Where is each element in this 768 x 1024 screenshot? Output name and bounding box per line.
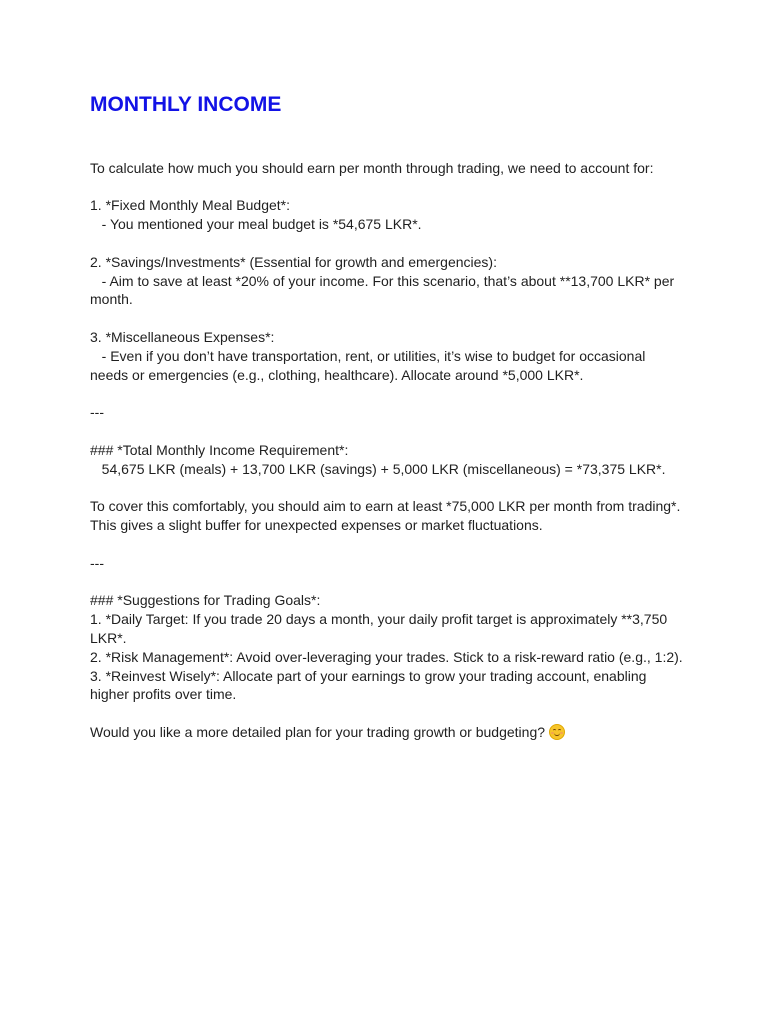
section-1-line-1: - You mentioned your meal budget is *54,675 LKR*. <box>90 216 422 232</box>
smiling-face-emoji-icon <box>549 724 565 740</box>
total-calculation: 54,675 LKR (meals) + 13,700 LKR (savings) + 5,000 LKR (miscellaneous) = *73,375 LKR*. <box>90 461 666 477</box>
section-2-heading: 2. *Savings/Investments* (Essential for growth and emergencies): <box>90 254 497 270</box>
total-heading: ### *Total Monthly Income Requirement*: <box>90 442 349 458</box>
suggestion-2: 2. *Risk Management*: Avoid over-leveraging your trades. Stick to a risk-reward ratio (e.g., 1:2). <box>90 649 683 665</box>
section-3-heading: 3. *Miscellaneous Expenses*: <box>90 329 275 345</box>
divider-2: --- <box>90 555 104 571</box>
suggestion-3-line-1: 3. *Reinvest Wisely*: Allocate part of your earnings to grow your trading account, enabling <box>90 668 647 684</box>
divider-1: --- <box>90 404 104 420</box>
intro-text: To calculate how much you should earn per month through trading, we need to account for: <box>90 160 654 176</box>
document-title: MONTHLY INCOME <box>90 93 282 116</box>
cover-line-2: This gives a slight buffer for unexpected expenses or market fluctuations. <box>90 517 543 533</box>
cover-line-1: To cover this comfortably, you should aim to earn at least *75,000 LKR per month from trading*. <box>90 498 681 514</box>
section-3-line-1: - Even if you don’t have transportation, rent, or utilities, it’s wise to budget for occasional <box>90 348 646 364</box>
section-3-line-2: needs or emergencies (e.g., clothing, healthcare). Allocate around *5,000 LKR*. <box>90 367 584 383</box>
suggestion-1-line-1: 1. *Daily Target: If you trade 20 days a month, your daily profit target is approximately **3,750 <box>90 611 668 627</box>
section-2-line-2: month. <box>90 291 133 307</box>
section-2-line-1: - Aim to save at least *20% of your income. For this scenario, that’s about **13,700 LKR* per <box>90 273 675 289</box>
closing-line <box>90 723 565 741</box>
suggestion-1-line-2: LKR*. <box>90 630 127 646</box>
section-1-heading: 1. *Fixed Monthly Meal Budget*: <box>90 197 290 213</box>
suggestion-3-line-2: higher profits over time. <box>90 686 237 702</box>
closing-text: Would you like a more detailed plan for your trading growth or budgeting? <box>90 724 546 740</box>
suggestions-heading: ### *Suggestions for Trading Goals*: <box>90 592 321 608</box>
